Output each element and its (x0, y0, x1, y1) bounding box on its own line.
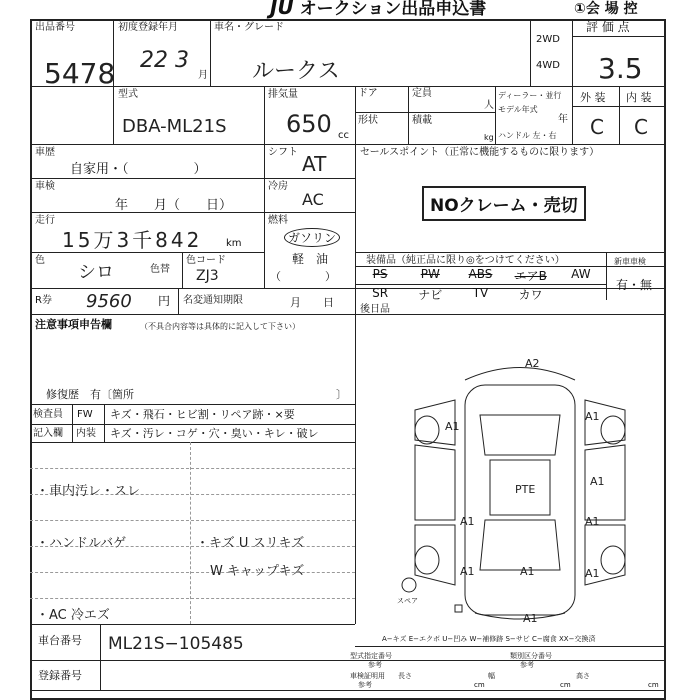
km-unit: km (226, 238, 242, 249)
ext-value: C (590, 115, 604, 139)
reg-label: 登録番号 (38, 669, 82, 682)
length-cm: cm (474, 681, 485, 689)
type-designation-label: 型式指定番号 (350, 652, 392, 660)
later-items-label: 後日品 (360, 304, 390, 315)
spare-label: スペア (397, 597, 418, 605)
equipment-item: ナビ (418, 288, 443, 302)
shift-value: AT (302, 152, 327, 176)
repair-history-close: 〕 (336, 388, 347, 401)
ref-2: 参考 (520, 661, 534, 669)
ref-1: 参考 (368, 661, 382, 669)
car-damage-diagram (395, 345, 645, 625)
fw-label: FW (77, 409, 93, 420)
handle-label: ハンドル 左・右 (498, 131, 557, 140)
person-unit: 人 (484, 100, 494, 111)
color-code-value: ZJ3 (196, 268, 219, 284)
equipment-item: TV (472, 286, 489, 300)
inspection-value: 年 月（ 日） (115, 198, 233, 213)
equipment-row-2 (355, 286, 606, 300)
equipment-item: PS (372, 267, 388, 281)
height-label: 高さ (576, 672, 590, 680)
damage-mark: PTE (515, 483, 536, 496)
remarks-label: 注意事項申告欄 (35, 318, 112, 331)
interior-items: キズ・汚レ・コゲ・穴・臭い・キレ・破レ (110, 427, 319, 440)
mileage-label: 走行 (35, 215, 55, 226)
drive-2wd: 2WD (536, 34, 560, 45)
form-title: JU オークション出品申込書 (270, 0, 487, 19)
color-value: シロ (78, 262, 114, 283)
door-label: ドア (358, 88, 378, 99)
load-label: 積載 (412, 115, 432, 126)
fuel-diesel: 軽 油 (292, 252, 329, 266)
shape-label: 形状 (358, 115, 378, 126)
equipment-item: ABS (468, 267, 493, 281)
fw-items: キズ・飛石・ヒビ割・リペア跡・×要 (110, 408, 295, 421)
name-label: 車名・グレード (214, 22, 284, 33)
shift-label: シフト (268, 147, 298, 158)
year-unit: 年 (558, 114, 568, 125)
fuel-paren: （ ） (270, 270, 336, 283)
recycle-label: R券 (35, 295, 52, 306)
inspector-label: 検査員 (33, 409, 63, 420)
category-value: 自家用・（ ） (70, 162, 207, 177)
equipment-row-1 (355, 267, 606, 284)
fuel-label: 燃料 (268, 215, 288, 226)
int-value: C (634, 115, 648, 139)
color-code-label: 色コード (186, 255, 226, 266)
dealer-label: ディーラー・並行 (498, 91, 562, 100)
first-reg-value: 22 3 (140, 48, 189, 73)
capacity-label: 定員 (412, 88, 432, 99)
disp-label: 排気量 (268, 89, 298, 100)
length-label: 長さ (398, 672, 412, 680)
interior-label: 内装 (76, 428, 96, 439)
damage-mark: A1 (590, 475, 605, 488)
drive-4wd: 4WD (536, 60, 560, 71)
model-label: 型式 (118, 89, 138, 100)
damage-mark: A1 (585, 410, 600, 423)
note-5: ・AC 冷エズ (36, 608, 110, 623)
damage-legend: A−キズ E−エクボ U−凹み W−補修跡 S−サビ C−腐食 XX−交換済 (382, 635, 596, 643)
damage-mark: A1 (460, 515, 475, 528)
width-label: 幅 (488, 672, 495, 680)
first-reg-label: 初度登録年月 (118, 22, 178, 33)
new-car-value: 有・無 (616, 278, 653, 292)
category-no-label: 類別区分番号 (510, 652, 552, 660)
equipment-item: PW (420, 267, 440, 281)
color-label: 色 (35, 255, 45, 266)
cert-label: 車検証明用 (350, 672, 385, 680)
deadline-value: 月 日 (290, 296, 334, 309)
damage-mark: A1 (585, 567, 600, 580)
damage-mark: A1 (520, 565, 535, 578)
width-cm: cm (560, 681, 571, 689)
selling-value: NOクレーム・売切 (422, 186, 586, 221)
venue-label: ①会 場 控 (574, 1, 638, 17)
repair-history-label: 修復歴 有〔箇所 (46, 388, 134, 401)
record-label: 記入欄 (33, 428, 63, 439)
equipment-item: SR (372, 286, 389, 300)
ext-label: 外 装 (580, 91, 606, 104)
ref-3: 参考 (358, 681, 372, 689)
note-1: ・車内汚レ・スレ (36, 484, 141, 499)
mileage-value: 15万3千842 (62, 228, 203, 252)
recycle-unit: 円 (158, 294, 171, 308)
category-label: 車歴 (35, 147, 55, 158)
note-2: ・ハンドルバゲ (36, 536, 127, 551)
color-change-label: 色替 (150, 264, 170, 275)
selling-label: セールスポイント（正常に機能するものに限ります） (360, 147, 600, 158)
int-label: 内 装 (626, 91, 652, 104)
disp-unit: cc (338, 130, 349, 141)
deadline-label: 名変通知期限 (183, 295, 243, 306)
inspection-label: 車検 (35, 181, 55, 192)
model-value: DBA-ML21S (122, 116, 227, 137)
chassis-label: 車台番号 (38, 634, 82, 647)
chassis-value: ML21S−105485 (108, 634, 244, 654)
equipment-item: AW (571, 267, 591, 281)
damage-mark: A1 (523, 612, 538, 625)
fuel-gas: ガソリン (284, 228, 340, 247)
lot-no-label: 出品番号 (35, 22, 75, 33)
damage-mark: A2 (525, 357, 540, 370)
equipment-label: 装備品（純正品に限り◎をつけてください） (366, 255, 565, 266)
note-4: W キャップキズ (210, 564, 305, 579)
new-car-label: 新車車検 (614, 257, 646, 266)
name-value: ルークス (252, 59, 340, 84)
equipment-item: エアB (514, 269, 547, 283)
disp-value: 650 (286, 110, 332, 138)
kg-unit: kg (484, 133, 494, 142)
lot-no: 5478 (44, 57, 116, 90)
damage-mark: A1 (460, 565, 475, 578)
score-label: 評 価 点 (586, 20, 630, 34)
damage-mark: A1 (585, 515, 600, 528)
remarks-note: （不具合内容等は具体的に記入して下さい） (140, 322, 300, 331)
recycle-value: 9560 (86, 291, 132, 312)
ac-label: 冷房 (268, 181, 288, 192)
ac-value: AC (302, 190, 324, 209)
equipment-item: カワ (518, 288, 543, 302)
note-3: ・キズ U スリキズ (196, 536, 305, 551)
model-year-label: モデル年式 (498, 105, 538, 114)
first-reg-unit: 月 (198, 70, 208, 81)
score-value: 3.5 (598, 52, 643, 85)
height-cm: cm (648, 681, 659, 689)
damage-mark: A1 (445, 420, 460, 433)
